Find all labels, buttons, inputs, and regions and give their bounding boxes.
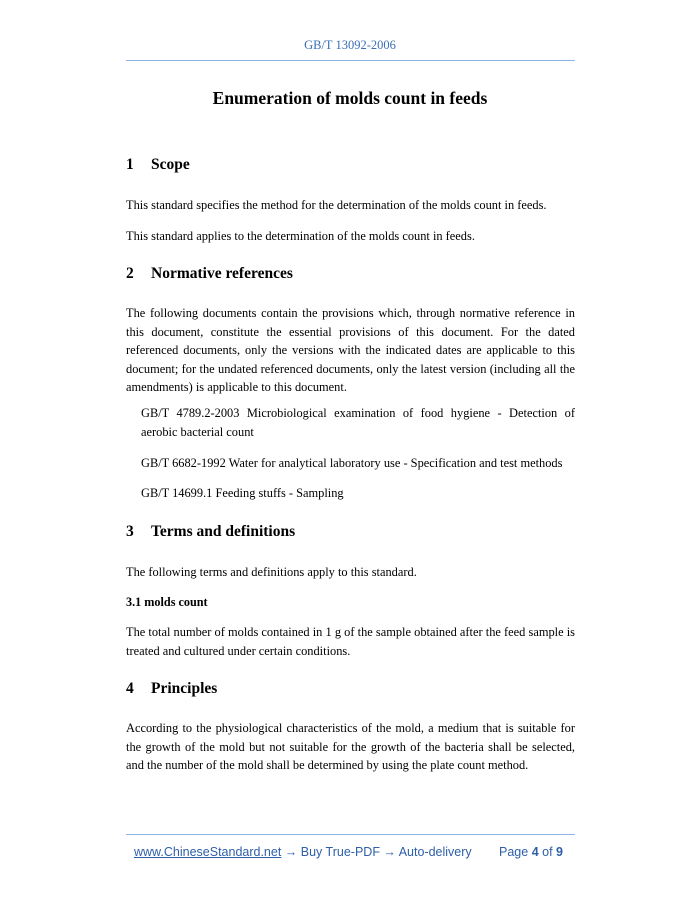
document-title: Enumeration of molds count in feeds <box>212 88 488 108</box>
footer-rule <box>126 834 575 835</box>
terms-paragraph: The following terms and definitions apply to this standard. <box>126 565 417 579</box>
header-rule <box>126 60 575 61</box>
section-number: 2 <box>126 265 134 282</box>
section-title: Scope <box>151 156 190 173</box>
section-3-heading <box>126 523 295 541</box>
buy-pdf-text: Buy True-PDF <box>300 845 380 859</box>
page-label: Page <box>499 845 529 859</box>
section-number: 1 <box>126 156 134 173</box>
reference-item: GB/T 14699.1 Feeding stuffs - Sampling <box>141 486 344 500</box>
page-indicator <box>499 845 563 859</box>
footer-links <box>134 845 472 859</box>
site-link[interactable]: www.ChineseStandard.net <box>134 845 282 859</box>
section-title: Normative references <box>151 265 293 282</box>
page-total: 9 <box>556 845 563 859</box>
principles-paragraph: According to the physiological characteristics of the mold, a medium that is suitable for the growth of the mold but not suitable for the growth of the bacteria shall be selected, and the number of the mold shall be determined by using the plate count method. <box>126 721 575 772</box>
section-2-heading <box>126 265 293 283</box>
section-1-heading <box>126 156 190 174</box>
term-definition: The total number of molds contained in 1 g of the sample obtained after the feed sample is treated and cultured under certain conditions. <box>126 625 575 658</box>
reference-item: GB/T 4789.2-2003 Microbiological examination of food hygiene - Detection of aerobic bacterial count <box>141 406 575 439</box>
term-label: 3.1 molds count <box>126 595 208 609</box>
auto-delivery-text: Auto-delivery <box>398 845 472 859</box>
section-title: Terms and definitions <box>151 523 296 540</box>
section-number: 4 <box>126 680 134 697</box>
scope-paragraph-1: This standard specifies the method for the determination of the molds count in feeds. <box>126 198 547 212</box>
normative-paragraph: The following documents contain the provisions which, through normative reference in this document, constitute the essential provisions of this document. For the dated referenced documents, only the versions with the indicated dates are applicable to this document; for the undated referenced documents, only the latest version (including all the amendments) is applicable to this document. <box>126 306 575 394</box>
section-4-heading <box>126 680 217 698</box>
header-standard-code: GB/T 13092-2006 <box>304 38 396 52</box>
arrow-right-icon: → <box>379 845 399 859</box>
section-number: 3 <box>126 523 134 540</box>
arrow-right-icon: → <box>281 845 301 859</box>
scope-paragraph-2: This standard applies to the determination of the molds count in feeds. <box>126 229 475 243</box>
reference-item: GB/T 6682-1992 Water for analytical laboratory use - Specification and test methods <box>141 456 563 470</box>
section-title: Principles <box>151 680 218 697</box>
page-of: of <box>542 845 553 859</box>
page-current: 4 <box>531 845 539 859</box>
